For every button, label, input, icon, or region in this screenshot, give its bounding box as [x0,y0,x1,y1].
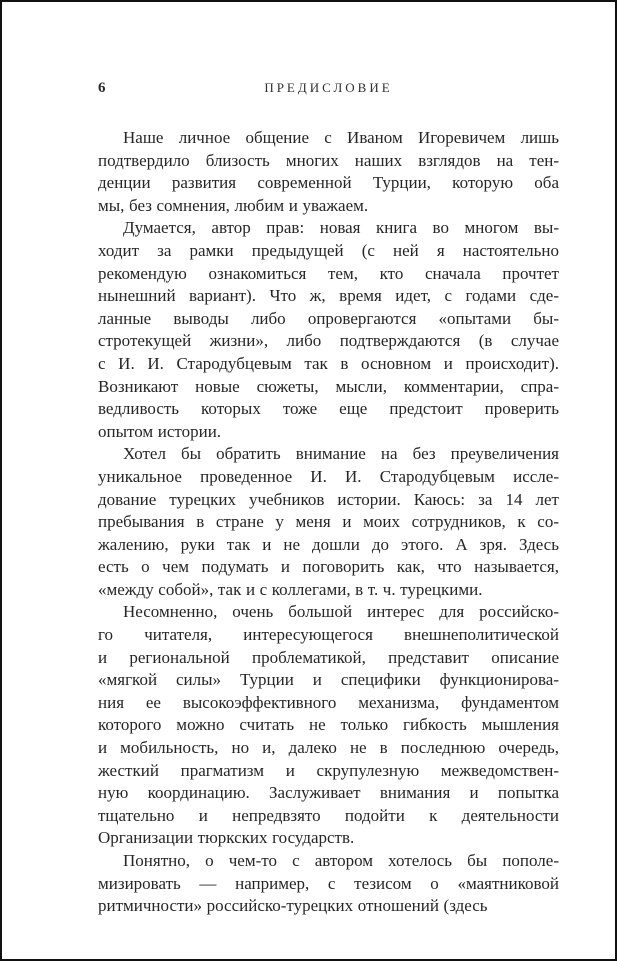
text-line: рекомендую ознакомиться тем, кто сначала прочтет [98,263,559,283]
text-line: и региональной проблематикой, представит описание [98,647,559,667]
text-line: нынешний вариант). Что ж, время идет, с годами сде- [98,286,559,306]
text-line: Наше личное общение с Иваном Игоревичем лишь [123,128,559,147]
text-line: «между собой», так и с коллегами, в т. ч. турецкими. [98,579,483,599]
text-line: которого можно считать не только гибкость мышления [98,715,559,735]
text-line: мы, без сомнения, любим и уважаем. [98,195,369,215]
text-line: Думается, автор прав: новая книга во многом вы- [123,218,559,238]
text-line: пребывания в стране у меня и моих сотрудников, к со- [98,512,559,532]
text-line: Организации тюркских государств. [98,828,355,848]
text-line: есть о чем подумать и поговорить как, что называется, [98,557,559,577]
text-line: ходит за рамки предыдущей (с ней я настоятельно [98,240,559,260]
text-line: Хотел бы обратить внимание на без преувеличения [123,444,559,464]
chapter-header: ПРЕДИСЛОВИЕ [264,80,393,95]
page-body [98,127,559,918]
text-line: ния ее высокоэффективного механизма, фундаментом [98,692,559,712]
text-line: с И. И. Стародубцевым так в основном и происходит). [98,353,559,373]
text-line: ведливость которых тоже еще предстоит проверить [98,399,559,419]
page-header [98,80,559,100]
text-line: жесткий прагматизм и скрупулезную межведомствен- [98,760,559,780]
text-line: уникальное проведенное И. И. Стародубцевым иссле- [98,466,559,486]
text-line: ланные выводы либо опровергаются «опытами бы- [98,308,559,328]
text-line: мизировать — например, с тезисом о «маятниковой [98,873,559,893]
text-line: тщательно и непредвзято подойти к деятельности [98,805,559,825]
text-line: жалению, руки так и не дошли до этого. А зря. Здесь [98,534,559,554]
text-line: ритмичности» российско-турецких отношений (здесь [98,896,488,916]
text-line: Понятно, о чем-то с автором хотелось бы пополе- [123,851,559,870]
text-line: и мобильность, но и, далеко не в последнюю очередь, [98,738,559,758]
text-line: ную координацию. Заслуживает внимания и попытка [98,783,559,803]
text-line: дование турецких учебников истории. Каюсь: за 14 лет [98,489,559,509]
text-line: го читателя, интересующегося внешнеполитической [98,625,559,645]
text-line: Возникают новые сюжеты, мысли, комментарии, спра- [98,376,559,396]
text-line: Несомненно, очень большой интерес для российско- [123,602,559,622]
text-line: стротекущей жизни», либо подтверждаются (в случае [98,331,559,351]
page-number: 6 [98,80,106,96]
text-line: денции развития современной Турции, которую оба [98,173,559,193]
text-line: «мягкой силы» Турции и специфики функционирова- [98,670,559,690]
text-line: подтвердило близость многих наших взглядов на тен- [98,150,559,170]
text-column [98,2,559,918]
text-line: опытом истории. [98,421,222,441]
